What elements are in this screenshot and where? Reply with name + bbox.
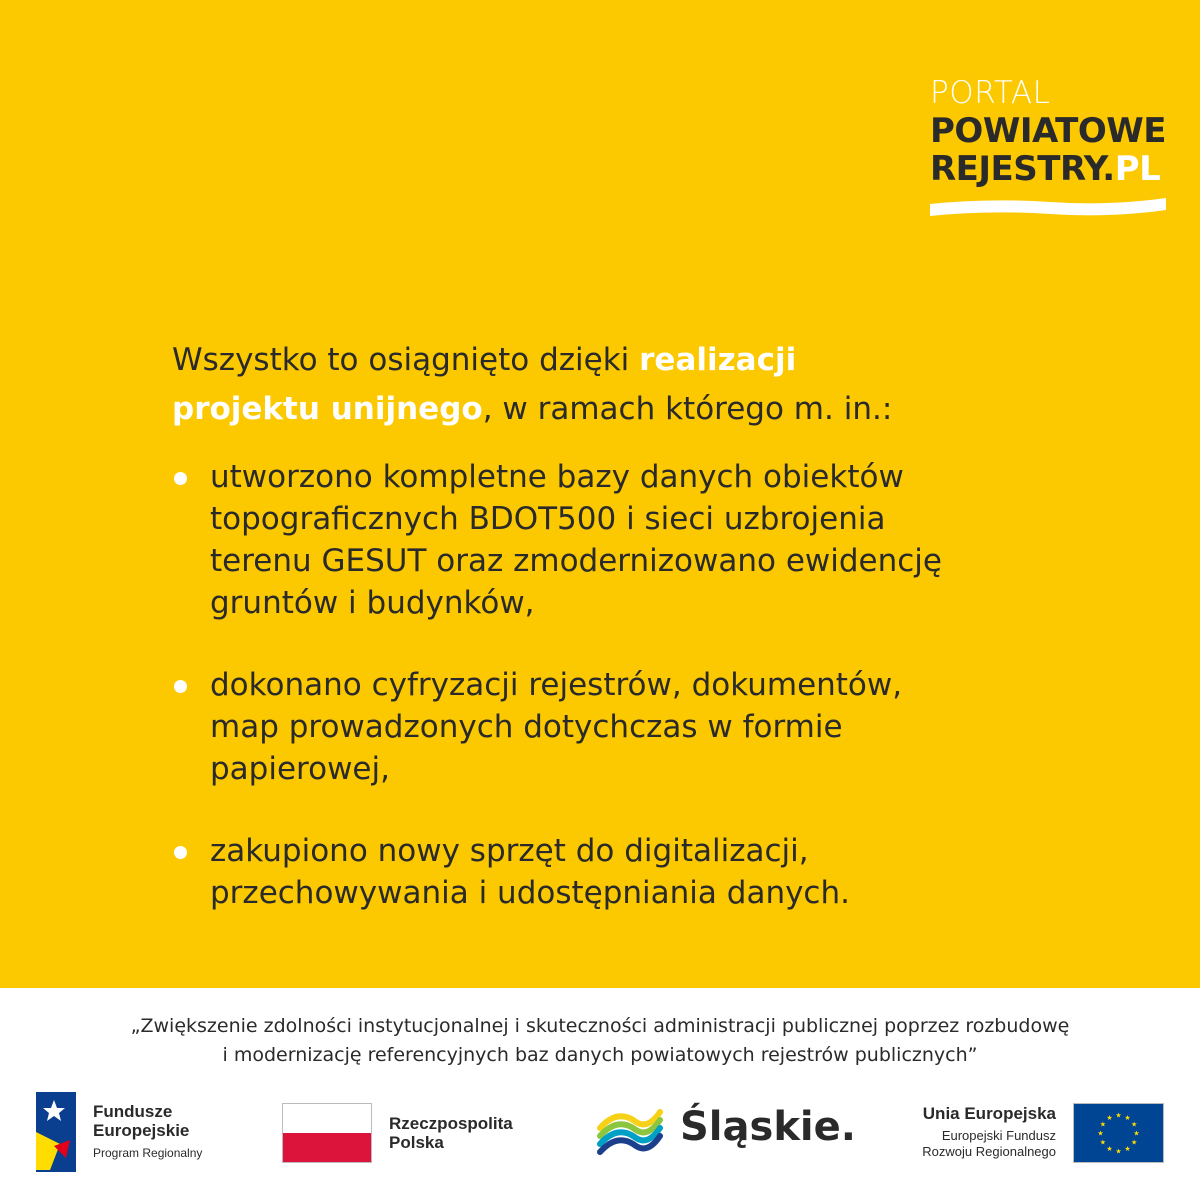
ue-line3: Rozwoju Regionalnego [922, 1144, 1056, 1159]
quote-line-1: „Zwiększenie zdolności instytucjonalnej i skuteczności administracji publicznej poprzez rozbudowę [130, 1015, 1070, 1037]
intro-text-1: Wszystko to osiągnięto dzięki [172, 342, 640, 378]
bullet-dot-icon [174, 680, 187, 693]
intro-highlight-1: realizacji [639, 342, 797, 378]
unia-europejska-label [880, 1104, 1056, 1160]
slaskie-waves-icon [596, 1102, 664, 1166]
eu-star-icon: ★ [1130, 1120, 1138, 1129]
portal-logo-underline-icon [930, 194, 1166, 220]
eu-star-icon: ★ [1115, 1147, 1122, 1156]
rzeczpospolita-polska-label [389, 1114, 513, 1152]
slaskie-label: Śląskie. [680, 1104, 856, 1150]
eu-star-icon: ★ [1099, 1138, 1107, 1147]
list-item-line: terenu GESUT oraz zmodernizowano ewidencję [210, 543, 942, 579]
eu-star-icon: ★ [1099, 1120, 1107, 1129]
list-item-line: papierowej, [210, 751, 390, 787]
portal-logo-rejestry: REJESTRY. [930, 149, 1115, 189]
quote-line-2: i modernizację referencyjnych baz danych powiatowych rejestrów publicznych” [222, 1044, 978, 1066]
intro-highlight-2: projektu unijnego [172, 391, 483, 427]
eu-star-icon: ★ [1097, 1129, 1104, 1138]
list-item-line: zakupiono nowy sprzęt do digitalizacji, [210, 833, 809, 869]
eu-flag-icon [1073, 1103, 1164, 1163]
portal-logo-line2: POWIATOWE [930, 111, 1166, 151]
eu-star-icon: ★ [1106, 1113, 1113, 1122]
list-item [172, 830, 1072, 914]
achievements-list [172, 456, 1072, 914]
list-item-line: gruntów i budynków, [210, 585, 535, 621]
list-item-line: dokonano cyfryzacji rejestrów, dokumentów, [210, 667, 903, 703]
fe-line3: Program Regionalny [93, 1146, 203, 1160]
ue-line1: Unia Europejska [922, 1104, 1056, 1123]
list-item-line: map prowadzonych dotychczas w formie [210, 709, 843, 745]
eu-star-icon: ★ [1115, 1111, 1122, 1120]
intro-text-2: , w ramach którego m. in.: [482, 391, 893, 427]
eu-star-icon: ★ [1130, 1138, 1138, 1147]
list-item-line: utworzono kompletne bazy danych obiektów [210, 459, 904, 495]
fundusze-europejskie-icon [36, 1092, 76, 1176]
list-item [172, 664, 1072, 790]
bullet-dot-icon [174, 472, 187, 485]
project-title-quote [20, 1012, 1180, 1070]
portal-logo-line1: PORTAL [930, 75, 1051, 111]
fundusze-europejskie-label [93, 1102, 202, 1160]
list-item-line: topograficznych BDOT500 i sieci uzbrojenia [210, 501, 886, 537]
rp-line1: Rzeczpospolita [389, 1114, 513, 1133]
eu-star-icon: ★ [1124, 1113, 1131, 1122]
eu-star-icon: ★ [1133, 1129, 1140, 1138]
rp-line2: Polska [389, 1133, 444, 1152]
fe-line2: Europejskie [93, 1121, 190, 1140]
list-item [172, 456, 1072, 624]
bullet-dot-icon [174, 846, 187, 859]
fe-line1: Fundusze [93, 1102, 173, 1121]
list-item-line: przechowywania i udostępniania danych. [210, 875, 850, 911]
intro-paragraph [172, 336, 1032, 434]
eu-star-icon: ★ [1106, 1145, 1113, 1154]
portal-logo [930, 74, 1170, 220]
portal-logo-line3 [930, 150, 1170, 188]
eu-star-icon: ★ [1124, 1145, 1131, 1154]
polish-flag-icon [282, 1103, 372, 1163]
ue-line2: Europejski Fundusz [941, 1128, 1056, 1143]
portal-logo-pl: PL [1114, 149, 1161, 189]
